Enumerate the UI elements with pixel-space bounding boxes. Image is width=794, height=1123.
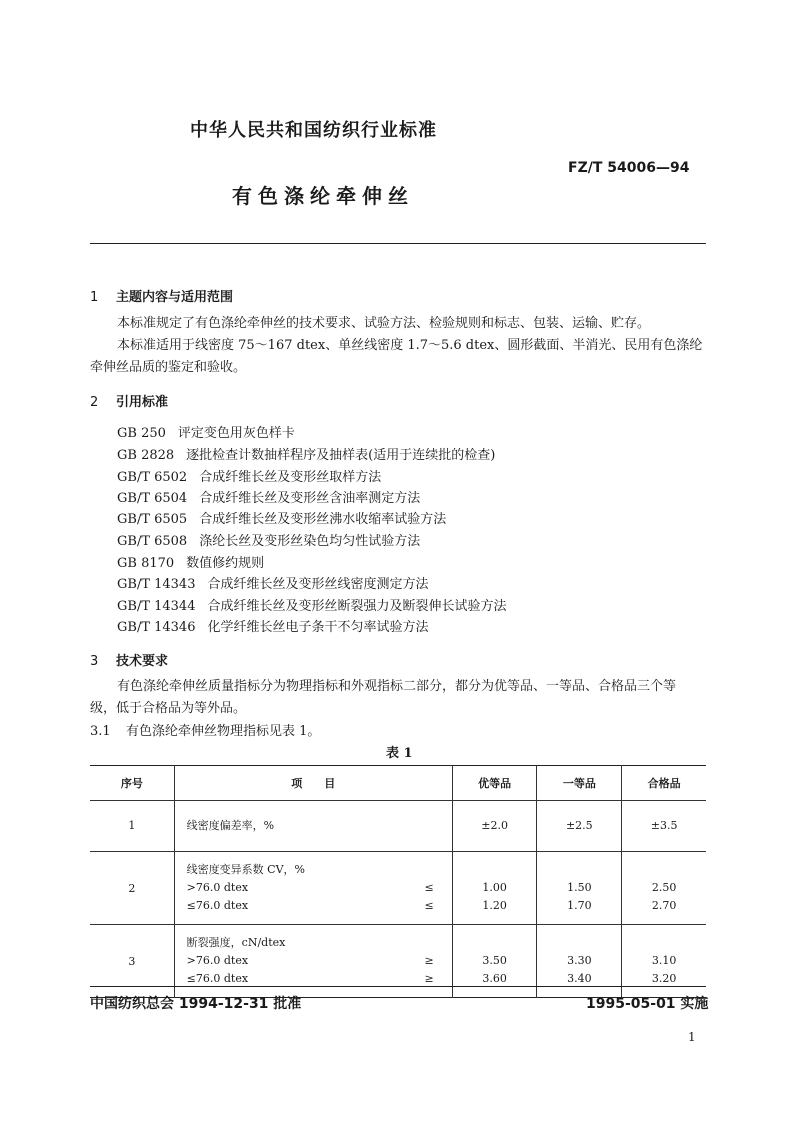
section-1-heading [90, 286, 233, 305]
section-2-title: 引用标准 [116, 395, 169, 410]
header-grade-superior: 优等品 [452, 766, 537, 801]
subsection-3-1 [90, 720, 320, 739]
item-line [175, 879, 452, 897]
standard-code: FZ/T 54006—94 [568, 160, 690, 176]
section-1-paragraph-1: 本标准规定了有色涤纶牵伸丝的技术要求、试验方法、检验规则和标志、包装、运输、贮存。 [117, 316, 651, 331]
value: ±2.5 [565, 819, 593, 832]
section-1-title: 主题内容与适用范围 [116, 290, 234, 305]
table-caption: 表 1 [386, 746, 413, 761]
value: 3.50 [482, 954, 507, 967]
reference-code: GB/T 14346 [117, 620, 196, 635]
value: 1.50 [567, 881, 592, 894]
section-1-paragraph-2-line-1: 本标准适用于线密度 75～167 dtex、单丝线密度 1.7～5.6 dtex、圆形截面、半消光、民用有色涤纶 [117, 338, 703, 353]
reference-item [117, 422, 295, 441]
value [622, 934, 706, 952]
reference-title: 数值修约规则 [186, 556, 265, 571]
reference-code: GB 250 [117, 426, 166, 441]
value: 3.60 [482, 972, 507, 985]
reference-code: GB/T 6505 [117, 512, 188, 527]
reference-item [117, 616, 429, 635]
value: 3.40 [567, 972, 592, 985]
table-row [90, 852, 706, 925]
reference-title: 逐批检查计数抽样程序及抽样表(适用于连续批的检查) [186, 448, 496, 463]
header-divider [90, 243, 706, 244]
reference-code: GB/T 6508 [117, 534, 188, 549]
row-3-no: 3 [128, 954, 136, 968]
row-grade-first [537, 852, 622, 925]
item-line [175, 934, 452, 952]
physical-indicators-table [90, 765, 706, 998]
item-text: ≤76.0 dtex [186, 972, 249, 985]
header-serial-no: 序号 [90, 766, 174, 801]
row-serial-no [90, 801, 174, 852]
document-title: 有色涤纶牵伸丝 [232, 184, 414, 208]
section-3-heading [90, 650, 168, 669]
value: 1.70 [567, 899, 592, 912]
section-3-paragraph-line-1: 有色涤纶牵伸丝质量指标分为物理指标和外观指标二部分，都分为优等品、一等品、合格品三个等 [117, 679, 677, 694]
footer-divider [90, 986, 706, 987]
comparison-operator: ≤ [424, 899, 434, 912]
value: 2.50 [651, 881, 677, 894]
row-grade-qualified [622, 801, 706, 852]
comparison-operator: ≥ [424, 972, 434, 985]
value [453, 934, 537, 952]
value [622, 861, 706, 879]
subsection-3-1-text: 有色涤纶牵伸丝物理指标见表 1。 [126, 724, 321, 739]
value [453, 861, 537, 879]
reference-code: GB 8170 [117, 556, 175, 571]
value: ±2.0 [481, 819, 508, 832]
reference-code: GB/T 6502 [117, 470, 188, 485]
effective-date-line: 1995-05-01 实施 [586, 996, 709, 1012]
reference-title: 合成纤维长丝及变形丝取样方法 [199, 470, 382, 485]
row-item [174, 852, 452, 925]
value: ±3.5 [650, 819, 678, 832]
section-3-title: 技术要求 [116, 654, 169, 669]
row-item [174, 801, 452, 852]
row-grade-superior [452, 801, 537, 852]
page-number: 1 [688, 1030, 696, 1044]
value: 3.20 [651, 972, 677, 985]
reference-code: GB 2828 [117, 448, 175, 463]
item-text: 线密度偏差率，% [186, 819, 275, 832]
value: 1.00 [482, 881, 507, 894]
value: 1.20 [482, 899, 507, 912]
table-header-row [90, 766, 706, 801]
item-line [175, 952, 452, 970]
reference-item [117, 487, 420, 506]
item-text: >76.0 dtex [186, 954, 249, 967]
row-grade-superior [452, 852, 537, 925]
section-2-heading [90, 391, 168, 410]
item-text: 线密度变异系数 CV，% [186, 863, 305, 876]
value: 2.70 [651, 899, 677, 912]
reference-title: 评定变色用灰色样卡 [177, 426, 295, 441]
value: 3.10 [651, 954, 677, 967]
reference-title: 合成纤维长丝及变形丝沸水收缩率试验方法 [199, 512, 447, 527]
section-3-number: 3 [90, 654, 99, 669]
reference-title: 合成纤维长丝及变形丝含油率测定方法 [199, 491, 421, 506]
item-text: >76.0 dtex [186, 881, 249, 894]
reference-item [117, 552, 264, 571]
value: 3.30 [567, 954, 592, 967]
header-grade-first: 一等品 [537, 766, 622, 801]
table-row [90, 801, 706, 852]
row-grade-first [537, 801, 622, 852]
value [537, 861, 621, 879]
reference-item [117, 530, 420, 549]
subsection-3-1-number: 3.1 [90, 724, 111, 739]
reference-title: 涤纶长丝及变形丝染色均匀性试验方法 [199, 534, 421, 549]
row-1-no: 1 [128, 819, 136, 832]
approval-line: 中国纺织总会 1994-12-31 批准 [90, 996, 302, 1012]
reference-code: GB/T 14343 [117, 577, 196, 592]
section-1-paragraph-2-line-2: 牵伸丝品质的鉴定和验收。 [90, 360, 247, 375]
row-grade-qualified [622, 852, 706, 925]
item-text: 断裂强度，cN/dtex [186, 936, 286, 949]
row-serial-no [90, 852, 174, 925]
reference-item [117, 508, 446, 527]
comparison-operator: ≥ [424, 954, 434, 967]
issuing-authority-title: 中华人民共和国纺织行业标准 [190, 120, 437, 141]
item-line [175, 897, 452, 915]
reference-title: 化学纤维长丝电子条干不匀率试验方法 [207, 620, 429, 635]
item-text: ≤76.0 dtex [186, 899, 249, 912]
comparison-operator: ≤ [424, 881, 434, 894]
row-2-no: 2 [128, 881, 136, 895]
reference-title: 合成纤维长丝及变形丝断裂强力及断裂伸长试验方法 [207, 599, 507, 614]
reference-code: GB/T 14344 [117, 599, 196, 614]
section-2-number: 2 [90, 395, 99, 410]
section-3-paragraph-line-2: 级，低于合格品为等外品。 [90, 701, 247, 716]
reference-item [117, 466, 381, 485]
header-grade-qualified: 合格品 [622, 766, 706, 801]
item-line [175, 861, 452, 879]
reference-item [117, 595, 507, 614]
reference-title: 合成纤维长丝及变形丝线密度测定方法 [207, 577, 429, 592]
header-item: 项 目 [174, 766, 452, 801]
value [537, 934, 621, 952]
reference-item [117, 444, 495, 463]
row-1-item-line [175, 817, 452, 835]
reference-item [117, 573, 429, 592]
reference-code: GB/T 6504 [117, 491, 188, 506]
section-1-number: 1 [90, 290, 99, 305]
